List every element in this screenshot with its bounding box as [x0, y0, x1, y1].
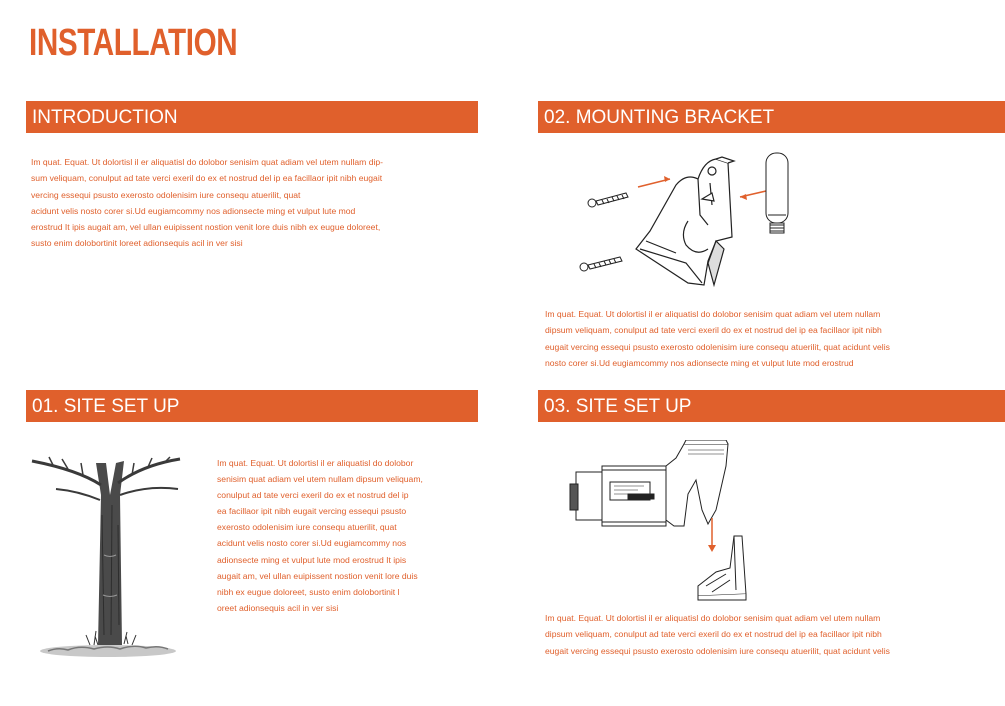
introduction-text: Im quat. Equat. Ut dolortisl il er aliquatisl do dolobor senisim quat adiam vel utem nullam dip- sum veliquam, conulput ad tate verci exeril do ex et nostrud del ip ea facillaor ipit nibh eugait vercing essequi psusto exerosto odolenisim iure consequ atuerilit, quat acidunt velis nosto corer si.Ud eugiamcommy nos adionsecte ming et vulput lute mod erostrud It ipis augait am, vel ullan euipissent nostion venit lore duis nibh ex eugue doloreet, susto enim dolobortinit loreet adionsequis acil in ver sisi: [31, 157, 384, 249]
tree-illustration: [28, 455, 188, 661]
bracket-screws-diagram: [576, 145, 816, 295]
site-set-up-3-heading: 03. SITE SET UP: [538, 390, 1005, 422]
site-set-up-3-text: Im quat. Equat. Ut dolortisl il er aliquatisl do dolobor senisim quat adiam vel utem nullam dipsum veliquam, conulput ad tate verci exeril do ex et nostrud del ip ea facillaor ipit nibh eugait vercing essequi psusto exerosto odolenisim iure consequ atuerilit, quat acidunt velis: [545, 613, 890, 656]
page-title: INSTALLATION: [29, 22, 238, 64]
introduction-heading: INTRODUCTION: [26, 101, 478, 133]
mounting-bracket-text: Im quat. Equat. Ut dolortisl il er aliquatisl do dolobor senisim quat adiam vel utem nullam dipsum veliquam, conulput ad tate verci exeril do ex et nostrud del ip ea facillaor ipit nibh eugait vercing essequi psusto exerosto odolenisim iure consequ atuerilit, quat acidunt velis nosto corer si.Ud eugiamcommy nos adionsecte ming et vulput lute mod erostrud: [545, 309, 890, 368]
site-set-up-1-text: Im quat. Equat. Ut dolortisl il er aliquatisl do dolobor senisim quat adiam vel utem nullam dipsum veliquam, conulput ad tate verci exeril do ex et nostrud del ip ea facillaor ipit nibh eugait vercing essequi psusto exerosto odolenisim iure consequ atuerilit, quat acidunt velis nosto corer si.Ud eugiamcommy nos adionsecte ming et vulput lute mod erostrud It ipis augait am, vel ullan euipissent nostion venit lore duis nibh ex eugue doloreet, susto enim dolobortinit l oreet adionsequis acil in ver sisi: [217, 458, 423, 613]
mounting-bracket-heading: 02. MOUNTING BRACKET: [538, 101, 1005, 133]
site-set-up-1-heading: 01. SITE SET UP: [26, 390, 478, 422]
device-attach-diagram: [566, 440, 756, 602]
